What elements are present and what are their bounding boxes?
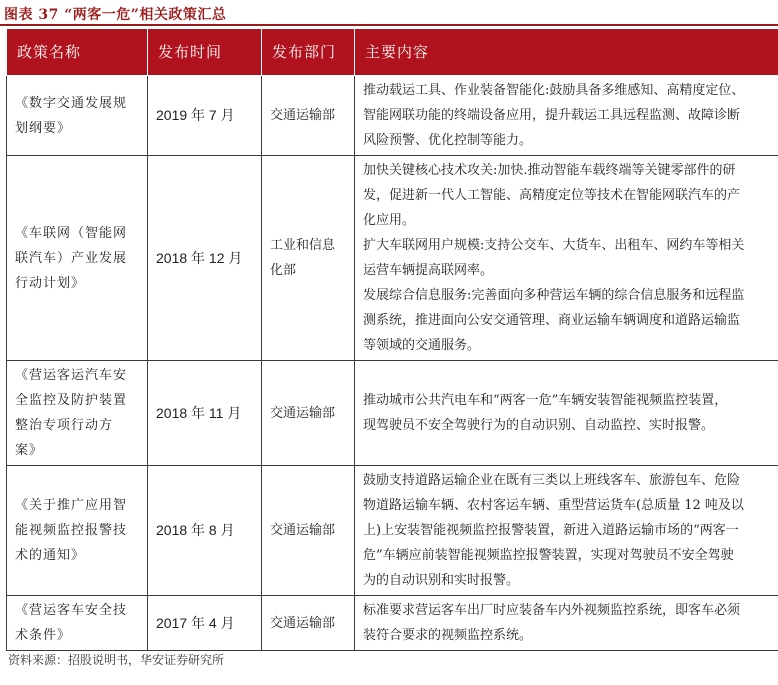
- content-line: 危”车辆应前装智能视频监控报警装置，实现对驾驶员不安全驾驶: [363, 548, 734, 563]
- table-row: [7, 466, 778, 596]
- table-row: [7, 596, 778, 651]
- policy-name-line: 全监控及防护装置: [15, 393, 128, 408]
- table-row: [7, 156, 778, 361]
- department-line: 交通运输部: [270, 108, 336, 123]
- department-cell: [262, 466, 355, 596]
- policy-name-cell: [7, 361, 148, 466]
- header-main-content: 主要内容: [355, 29, 778, 76]
- department-line: 工业和信息: [270, 238, 336, 253]
- policy-name-cell: [7, 76, 148, 156]
- content-cell: [355, 76, 778, 156]
- content-line: 推动城市公共汽电车和“两客一危”车辆安装智能视频监控装置，: [363, 393, 728, 408]
- policy-name-line: 《营运客车安全技: [15, 603, 128, 618]
- policy-name-line: 行动计划》: [15, 275, 86, 291]
- policy-name-cell: [7, 596, 148, 651]
- release-date-cell: 2017 年 4 月: [148, 596, 262, 651]
- department-cell: [262, 596, 355, 651]
- content-line: 加快关键核心技术攻关:加快.推动智能车载终端等关键零部件的研: [363, 163, 736, 178]
- content-line: 测系统，推进面向公安交通管理、商业运输车辆调度和道路运输监: [363, 313, 741, 328]
- department-cell: [262, 76, 355, 156]
- policy-name-cell: [7, 156, 148, 361]
- content-line: 推动载运工具、作业装备智能化:鼓励具备多维感知、高精度定位、: [363, 83, 745, 98]
- table-row: [7, 76, 778, 156]
- policy-name-line: 术的通知》: [15, 548, 86, 563]
- content-line: 鼓励支持道路运输企业在既有三类以上班线客车、旅游包车、危险: [363, 473, 741, 488]
- content-line: 上)上安装智能视频监控报警装置，新进入道路运输市场的“两客一: [363, 523, 739, 538]
- policy-name-line: 《车联网（智能网: [15, 225, 128, 241]
- caption-divider: [0, 24, 778, 26]
- department-line: 化部: [270, 263, 297, 278]
- policy-name-line: 案》: [15, 443, 44, 458]
- release-date-cell: 2019 年 7 月: [148, 76, 262, 156]
- content-line: 装符合要求的视频监控系统。: [363, 628, 533, 643]
- content-line: 为的自动识别和实时报警。: [363, 573, 520, 588]
- header-release-date: 发布时间: [148, 29, 262, 76]
- content-cell: [355, 361, 778, 466]
- policy-name-line: 《数字交通发展规: [15, 95, 128, 111]
- department-cell: [262, 361, 355, 466]
- policy-name-cell: [7, 466, 148, 596]
- header-department: 发布部门: [262, 29, 355, 76]
- policy-name-line: 能视频监控报警技: [15, 523, 128, 538]
- content-line: 标准要求营运客车出厂时应装备车内外视频监控系统，即客车必须: [363, 603, 741, 618]
- policy-name-line: 整治专项行动方: [15, 418, 114, 433]
- department-line: 交通运输部: [270, 615, 336, 631]
- policy-table: [6, 28, 778, 651]
- policy-name-line: 联汽车）产业发展: [15, 250, 128, 266]
- content-line: 化应用。: [363, 213, 416, 228]
- content-line: 运营车辆提高联网率。: [363, 263, 494, 278]
- release-date-cell: 2018 年 12 月: [148, 156, 262, 361]
- header-policy-name: 政策名称: [7, 29, 148, 76]
- department-line: 交通运输部: [270, 405, 336, 421]
- content-line: 发，促进新一代人工智能、高精度定位等技术在智能网联汽车的产: [363, 188, 741, 203]
- content-line: 物道路运输车辆、农村客运车辆、重型营运货车(总质量 12 吨及以: [363, 498, 744, 513]
- content-cell: [355, 596, 778, 651]
- content-cell: [355, 466, 778, 596]
- table-header-row: [7, 29, 778, 76]
- policy-name-line: 《关于推广应用智: [15, 498, 128, 513]
- content-cell: [355, 156, 778, 361]
- policy-name-line: 《营运客运汽车安: [15, 368, 128, 383]
- content-line: 扩大车联网用户规模:支持公交车、大货车、出租车、网约车等相关: [363, 238, 745, 253]
- figure-caption: 图表 37 “两客一危”相关政策汇总: [4, 7, 227, 23]
- department-cell: [262, 156, 355, 361]
- release-date-cell: 2018 年 11 月: [148, 361, 262, 466]
- source-note: 资料来源：招股说明书，华安证券研究所: [8, 653, 225, 667]
- table-row: [7, 361, 778, 466]
- release-date-cell: 2018 年 8 月: [148, 466, 262, 596]
- content-line: 等领域的交通服务。: [363, 338, 481, 353]
- policy-name-line: 术条件》: [15, 628, 72, 643]
- content-line: 发展综合信息服务:完善面向多种营运车辆的综合信息服务和远程监: [363, 288, 745, 303]
- content-line: 现驾驶员不安全驾驶行为的自动识别、自动监控、实时报警。: [363, 418, 715, 433]
- department-line: 交通运输部: [270, 523, 336, 538]
- content-line: 智能网联功能的终端设备应用，提升载运工具远程监测、故障诊断: [363, 108, 741, 123]
- policy-name-line: 划纲要》: [15, 120, 72, 136]
- content-line: 风险预警、优化控制等能力。: [363, 133, 533, 148]
